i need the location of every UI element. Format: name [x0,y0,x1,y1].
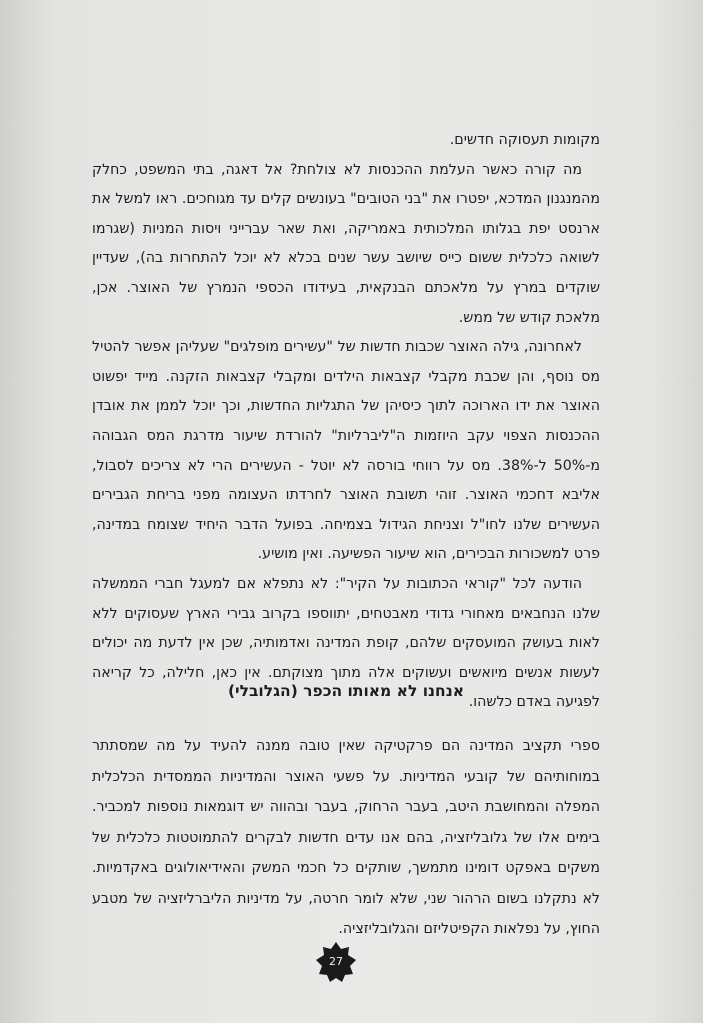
section-heading: אנחנו לא מאותו הכפר (הגלובלי) [227,682,465,700]
paragraph: מה קורה כאשר העלמת ההכנסות לא צולחת? אל דאגה, בתי המשפט, כחלק מהמנגנון המדכא, יפטרו את "בני הטובים" בעונשים קלים עד מגוחכים. ראו למשל את ארנסט יפת בגלותו המלכותית באמריקה, ואת שאר עברייני ויסות המניות (שגרמו לשואה כלכלית ששום כייס שיושב עשר שנים בכלא לא יוכל להתחרות בה), שעדיין שוקדים במרץ על מלאכתם הבנקאית, בעידודו הכספי הנמרץ של האוצר. אכן, מלאכת קודש של ממש. [92,161,600,326]
page-number-ornament [315,941,357,983]
paragraph: מקומות תעסוקה חדשים. [449,132,600,148]
paragraph: לאחרונה, גילה האוצר שכבות חדשות של "עשירים מופלגים" שעליהן אפשר להטיל מס נוסף, והן שכבת מקבלי קצבאות הילדים ומקבלי קצבאות הזקנה. מייד יפשוט האוצר את ידו הארוכה לתוך כיסיהן של התגליות החדשות, וכך יוכל לממן את אובדן ההכנסות הצפוי עקב היוזמות ה"ליברליות" להורדת שיעור מדרגת המס הגבוהה מ-50% ל-38%. מס על רווחי בורסה לא יוטל - העשירים הרי לא צריכים לסבול, אליבא דחכמי האוצר. זוהי תשובת האוצר לחרדתו העצומה מפני בריחת הגבירים העשירים שלנו לחו"ל וצניחת הגידול בצמיחה. בפועל הדבר היחיד שצומח במדינה, פרט למשכורות הבכירים, הוא שיעור הפשיעה. ואין מושיע. [92,339,600,563]
body-text-section-2 [92,731,600,945]
body-text-section-1 [92,126,600,718]
paragraph: ספרי תקציב המדינה הם פרקטיקה שאין טובה ממנה להעיד על מה שמסתתר במוחותיהם של קובעי המדיניות. על פשעי האוצר והמדיניות הממסדית הכלכלית המפלה והמחושבת היטב, בעבר הרחוק, בעבר ובהווה יש דוגמאות נוספות למכביר. בימים אלו של גלובליזציה, בהם אנו עדים חדשות לבקרים להתמוטטות כלכלית של משקים באפקט דומינו מתמשך, שותקים כל חכמי המשק והאידיאולוגים באקדמיות. לא נתקלנו בשום הרהור שני, שלא לומר חרטה, על מדיניות הליברליזציה של מטבע החוץ, על נפלאות הקפיטליזם והגלובליזציה. [92,738,600,937]
page-number: 27 [329,955,343,968]
paragraph: הודעה לכל "קוראי הכתובות על הקיר": לא נתפלא אם למעגל חברי הממשלה שלנו הנחבאים מאחורי גדודי מאבטחים, יתווספו בקרוב גבירי הארץ שעסוקים ללא לאות בעושק המועסקים שלהם, קופת המדינה ואדמותיה, שכן אין לדעת מה יכולים לעשות אנשים מיואשים ועשוקים אלה מתוך מצוקתם. אין כאן, חלילה, כל קריאה לפגיעה באדם כלשהו. [92,575,600,711]
